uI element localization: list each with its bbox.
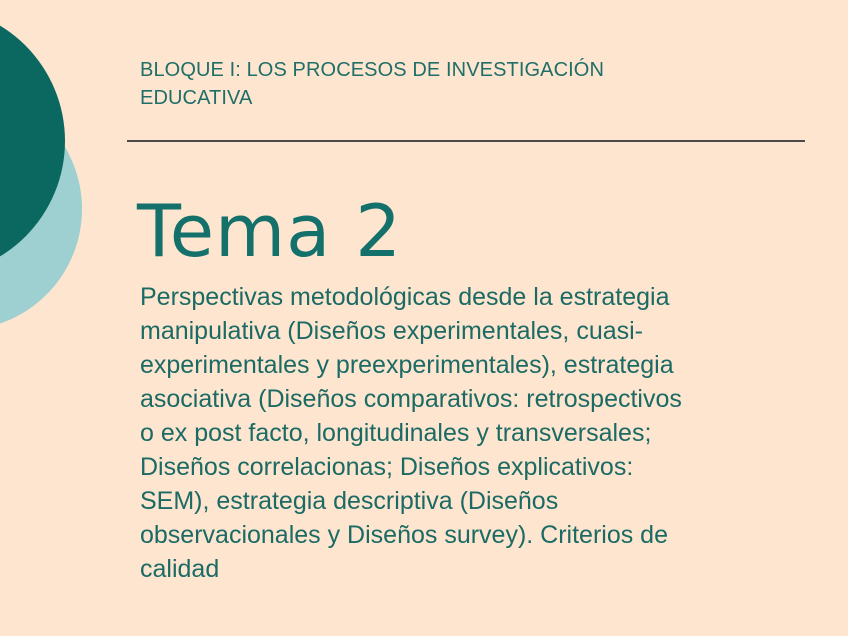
body-line: SEM), estrategia descriptiva (Diseños [140,487,559,515]
body-line: o ex post facto, longitudinales y transversales; [140,419,652,447]
slide-header [140,56,780,112]
body-line: manipulativa (Diseños experimentales, cuasi- [140,317,644,345]
body-line: observacionales y Diseños survey). Criterios de [140,521,668,549]
body-line: Diseños correlacionas; Diseños explicativos: [140,453,634,481]
body-line: asociativa (Diseños comparativos: retrospectivos [140,385,682,413]
header-line: EDUCATIVA [140,87,253,109]
header-line: BLOQUE I: LOS PROCESOS DE INVESTIGACIÓN [140,59,605,81]
header-divider [127,140,805,142]
slide-body [140,280,790,586]
body-line: Perspectivas metodológicas desde la estrategia [140,283,670,311]
body-line: experimentales y preexperimentales), estrategia [140,351,674,379]
slide-title: Tema 2 [137,189,402,273]
body-line: calidad [140,555,220,583]
